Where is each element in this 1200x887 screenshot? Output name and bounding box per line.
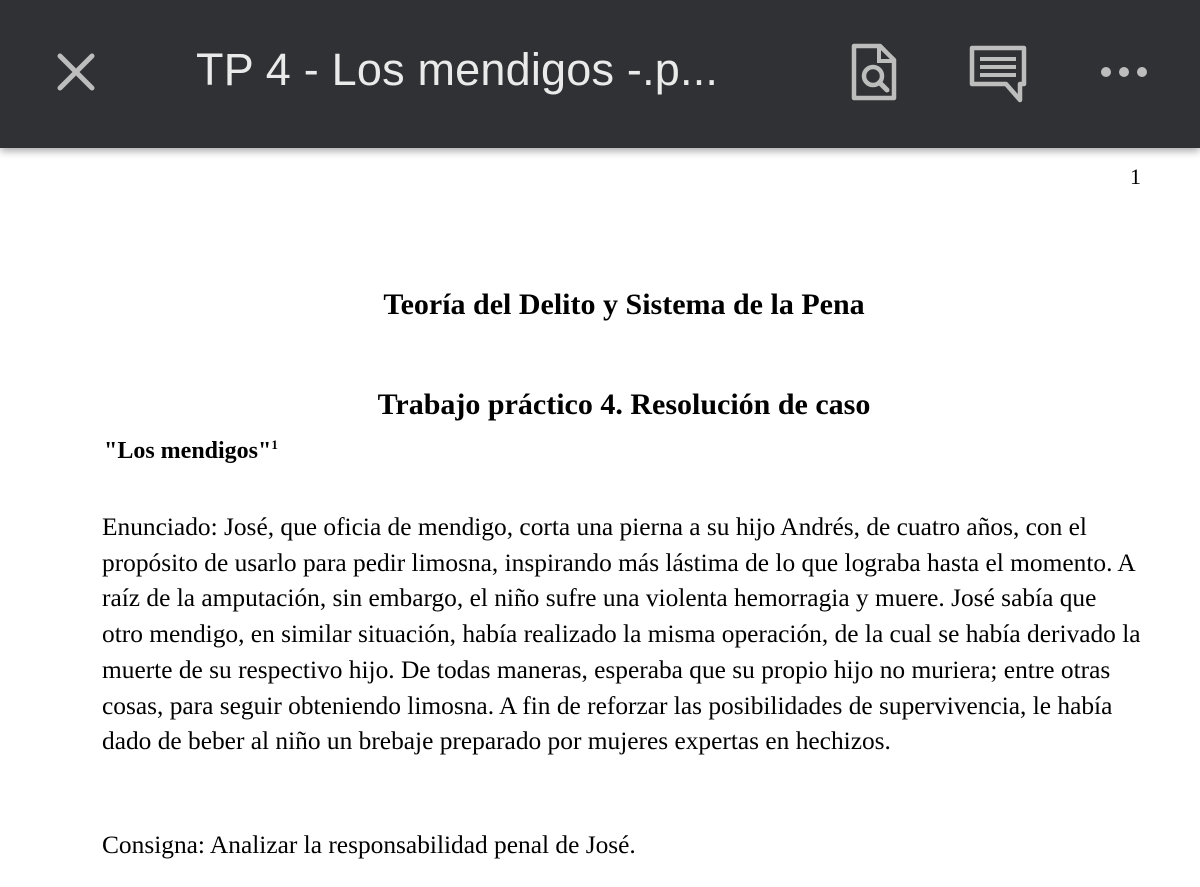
document-page	[0, 148, 1200, 887]
close-button[interactable]	[52, 48, 100, 96]
find-in-document-button[interactable]	[846, 42, 902, 104]
document-title: TP 4 - Los mendigos -.p...	[196, 44, 719, 95]
more-options-button[interactable]	[1098, 62, 1150, 82]
find-in-document-icon	[846, 42, 902, 104]
document-heading: Teoría del Delito y Sistema de la Pena	[383, 288, 865, 321]
document-subheading: Trabajo práctico 4. Resolución de caso	[377, 388, 871, 421]
page-number: 1	[1130, 164, 1141, 189]
comment-icon	[966, 44, 1030, 104]
enunciado-paragraph: Enunciado: José, que oficia de mendigo, corta una pierna a su hijo Andrés, de cuatro años, con el propósito de usarlo para pedir limosna, inspirando más lástima de lo que lograba hasta el momento. A raíz de la amputación, sin embargo, el niño sufre una violenta hemorragia y muere. José sabía que otro mendigo, en similar situación, había realizado la misma operación, de la cual se había derivado la muerte de su respectivo hijo. De todas maneras, esperaba que su propio hijo no muriera; entre otras cosas, para seguir obteniendo limosna. A fin de reforzar las posibilidades de supervivencia, le había dado de beber al niño un brebaje preparado por mujeres expertas en hechizos.	[102, 513, 1141, 756]
top-app-bar	[0, 0, 1200, 148]
close-icon	[52, 48, 100, 96]
case-name-text: "Los mendigos"	[104, 438, 272, 464]
comment-button[interactable]	[966, 44, 1030, 104]
footnote-reference[interactable]: 1	[271, 437, 278, 452]
case-name	[104, 438, 278, 465]
consigna-paragraph: Consigna: Analizar la responsabilidad penal de José.	[102, 831, 636, 859]
more-options-icon	[1098, 62, 1150, 82]
